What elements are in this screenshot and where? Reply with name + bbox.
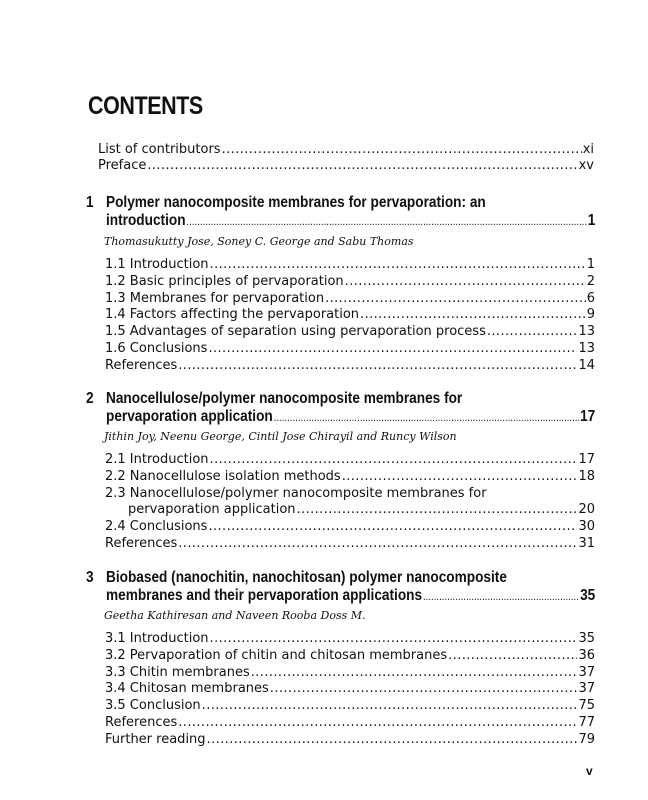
toc-entry-contributors[interactable]: [98, 142, 594, 157]
toc-entry[interactable]: [105, 536, 595, 551]
entry-label: References: [105, 536, 178, 551]
dot-leader: [210, 452, 578, 467]
chapter-title-continued[interactable]: [106, 212, 595, 230]
entry-label: 1.1 Introduction: [105, 257, 209, 272]
entry-page: 13: [578, 341, 595, 356]
entry-page: 17: [578, 452, 595, 467]
toc-entry[interactable]: [105, 341, 595, 356]
toc-entry[interactable]: [105, 469, 595, 484]
entry-label: 3.4 Chitosan membranes: [105, 681, 269, 696]
page-folio: v: [586, 764, 593, 778]
toc-entry[interactable]: [105, 486, 595, 501]
entry-label: 2.3 Nanocellulose/polymer nanocomposite membranes for: [105, 486, 487, 501]
toc-entry[interactable]: [105, 631, 595, 646]
entry-label: 1.4 Factors affecting the pervaporation: [105, 307, 360, 322]
entry-label: Further reading: [105, 732, 206, 747]
toc-entry[interactable]: [105, 324, 595, 339]
chapter-title-continued[interactable]: [106, 587, 595, 605]
chapter-number: 2: [86, 390, 94, 407]
entry-label: 2.4 Conclusions: [105, 519, 208, 534]
chapter-authors: Jithin Joy, Neenu George, Cintil Jose Chirayil and Runcy Wilson: [104, 430, 457, 443]
entry-label: Preface: [98, 158, 147, 173]
toc-entry-preface[interactable]: [98, 158, 594, 173]
toc-entry[interactable]: [105, 452, 595, 467]
entry-label: 2.2 Nanocellulose isolation methods: [105, 469, 341, 484]
entry-label: References: [105, 358, 178, 373]
chapter-title-line2: pervaporation application: [106, 408, 273, 425]
dot-leader: [274, 412, 580, 424]
entry-page: 36: [578, 648, 595, 663]
dot-leader: [487, 324, 578, 339]
chapter-title[interactable]: Nanocellulose/polymer nanocomposite membranes for: [106, 390, 463, 407]
entry-page: 37: [578, 665, 595, 680]
entry-page: 9: [586, 307, 595, 322]
entry-label: List of contributors: [98, 142, 221, 157]
chapter-number: 1: [86, 194, 94, 211]
entry-label: 3.5 Conclusion: [105, 698, 201, 713]
chapter-title-line2: introduction: [106, 212, 186, 229]
toc-entry[interactable]: [105, 274, 595, 289]
entry-page: 14: [578, 358, 595, 373]
dot-leader: [207, 732, 578, 747]
entry-label: References: [105, 715, 178, 730]
dot-leader: [342, 469, 578, 484]
dot-leader: [325, 291, 586, 306]
chapter-page: 35: [580, 587, 596, 604]
entry-label: 2.1 Introduction: [105, 452, 209, 467]
toc-entry[interactable]: [105, 519, 595, 534]
chapter-authors: Thomasukutty Jose, Soney C. George and Sabu Thomas: [104, 235, 414, 248]
entry-page: xi: [582, 142, 594, 157]
dot-leader: [448, 648, 577, 663]
chapter-authors: Geetha Kathiresan and Naveen Rooba Doss M.: [104, 609, 366, 622]
dot-leader: [178, 358, 577, 373]
entry-page: 30: [578, 519, 595, 534]
entry-label: 1.5 Advantages of separation using pervaporation process: [105, 324, 486, 339]
dot-leader: [178, 536, 577, 551]
chapter-page: 17: [580, 408, 596, 425]
chapter-title[interactable]: Biobased (nanochitin, nanochitosan) polymer nanocomposite: [106, 569, 507, 586]
page-title: CONTENTS: [88, 92, 203, 120]
toc-entry[interactable]: [105, 358, 595, 373]
entry-page: 2: [586, 274, 595, 289]
entry-label: 1.2 Basic principles of pervaporation: [105, 274, 344, 289]
toc-entry[interactable]: [105, 648, 595, 663]
dot-leader: [208, 341, 577, 356]
entry-label: 3.2 Pervaporation of chitin and chitosan membranes: [105, 648, 448, 663]
entry-page: 18: [578, 469, 595, 484]
dot-leader: [360, 307, 586, 322]
entry-page: 75: [578, 698, 595, 713]
entry-page: xv: [578, 158, 594, 173]
entry-page: 1: [586, 257, 595, 272]
entry-page: 6: [586, 291, 595, 306]
entry-page: 13: [578, 324, 595, 339]
toc-entry[interactable]: [105, 715, 595, 730]
dot-leader: [345, 274, 586, 289]
entry-page: 79: [578, 732, 595, 747]
dot-leader: [251, 665, 578, 680]
chapter-title-line2: membranes and their pervaporation applications: [106, 587, 423, 604]
toc-entry[interactable]: [105, 698, 595, 713]
dot-leader: [178, 715, 577, 730]
dot-leader: [222, 142, 582, 157]
toc-entry[interactable]: [105, 665, 595, 680]
entry-label: 3.1 Introduction: [105, 631, 209, 646]
entry-label: 1.6 Conclusions: [105, 341, 208, 356]
toc-entry[interactable]: [105, 681, 595, 696]
chapter-number: 3: [86, 569, 94, 586]
entry-page: 37: [578, 681, 595, 696]
dot-leader: [202, 698, 578, 713]
chapter-page: 1: [587, 212, 596, 229]
entry-page: 20: [578, 502, 595, 517]
dot-leader: [208, 519, 577, 534]
dot-leader: [423, 591, 579, 603]
chapter-title-continued[interactable]: [106, 408, 595, 426]
entry-label: 1.3 Membranes for pervaporation: [105, 291, 325, 306]
dot-leader: [210, 257, 586, 272]
toc-entry[interactable]: [105, 291, 595, 306]
toc-entry[interactable]: [128, 502, 595, 517]
dot-leader: [270, 681, 578, 696]
toc-entry[interactable]: [105, 257, 595, 272]
chapter-title[interactable]: Polymer nanocomposite membranes for pervaporation: an: [106, 194, 486, 211]
dot-leader: [297, 502, 578, 517]
dot-leader: [147, 158, 577, 173]
entry-page: 77: [578, 715, 595, 730]
entry-page: 31: [578, 536, 595, 551]
toc-entry[interactable]: [105, 732, 595, 747]
dot-leader: [210, 631, 578, 646]
entry-page: 35: [578, 631, 595, 646]
entry-label: 3.3 Chitin membranes: [105, 665, 250, 680]
entry-label: pervaporation application: [128, 502, 296, 517]
dot-leader: [186, 216, 586, 228]
toc-entry[interactable]: [105, 307, 595, 322]
